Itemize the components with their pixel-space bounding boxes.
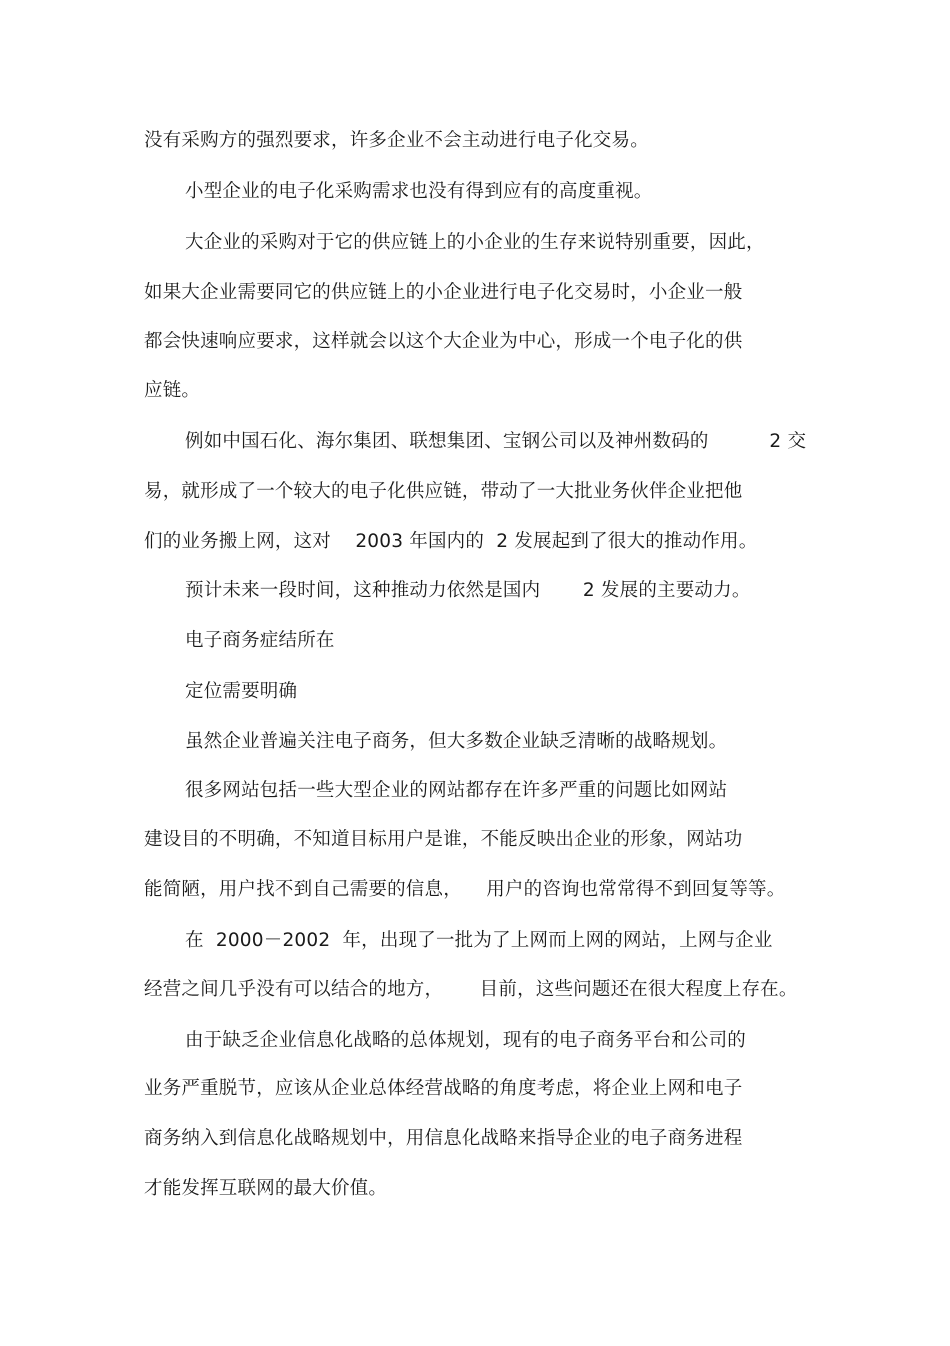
text-line: 很多网站包括一些大型企业的网站都存在许多严重的问题比如网站: [185, 780, 728, 801]
text-line: 应链。: [144, 380, 201, 401]
text-line: 建设目的不明确，不知道目标用户是谁，不能反映出企业的形象，网站功: [144, 829, 743, 850]
text-line: 例如中国石化、海尔集团、联想集团、宝钢公司以及神州数码的 2 交: [185, 431, 807, 452]
section-heading: 电子商务症结所在: [185, 630, 335, 651]
text-line: 经营之间几乎没有可以结合的地方， 目前，这些问题还在很大程度上存在。: [144, 979, 798, 1000]
text-line: 小型企业的电子化采购需求也没有得到应有的高度重视。: [185, 181, 653, 202]
text-line: 业务严重脱节，应该从企业总体经营战略的角度考虑，将企业上网和电子: [144, 1078, 743, 1099]
text-line: 易，就形成了一个较大的电子化供应链，带动了一大批业务伙伴企业把他: [144, 481, 743, 502]
text-line: 都会快速响应要求，这样就会以这个大企业为中心，形成一个电子化的供: [144, 331, 743, 352]
text-line: 由于缺乏企业信息化战略的总体规划，现有的电子商务平台和公司的: [185, 1030, 747, 1051]
text-line: 虽然企业普遍关注电子商务，但大多数企业缺乏清晰的战略规划。: [185, 731, 728, 752]
text-line: 商务纳入到信息化战略规划中，用信息化战略来指导企业的电子商务进程: [144, 1128, 743, 1149]
text-line: 没有采购方的强烈要求，许多企业不会主动进行电子化交易。: [144, 130, 649, 151]
text-line: 大企业的采购对于它的供应链上的小企业的生存来说特别重要，因此，: [185, 232, 765, 253]
text-line: 如果大企业需要同它的供应链上的小企业进行电子化交易时，小企业一般: [144, 282, 743, 303]
text-line: 能简陋，用户找不到自己需要的信息， 用户的咨询也常常得不到回复等等。: [144, 879, 786, 900]
text-line: 在 2000－2002 年，出现了一批为了上网而上网的网站，上网与企业: [185, 930, 773, 951]
subsection-heading: 定位需要明确: [185, 681, 298, 702]
text-line: 预计未来一段时间，这种推动力依然是国内 2 发展的主要动力。: [185, 580, 751, 601]
text-line: 们的业务搬上网，这对 2003 年国内的 2 发展起到了很大的推动作用。: [144, 531, 758, 552]
text-line: 才能发挥互联网的最大价值。: [144, 1178, 388, 1199]
